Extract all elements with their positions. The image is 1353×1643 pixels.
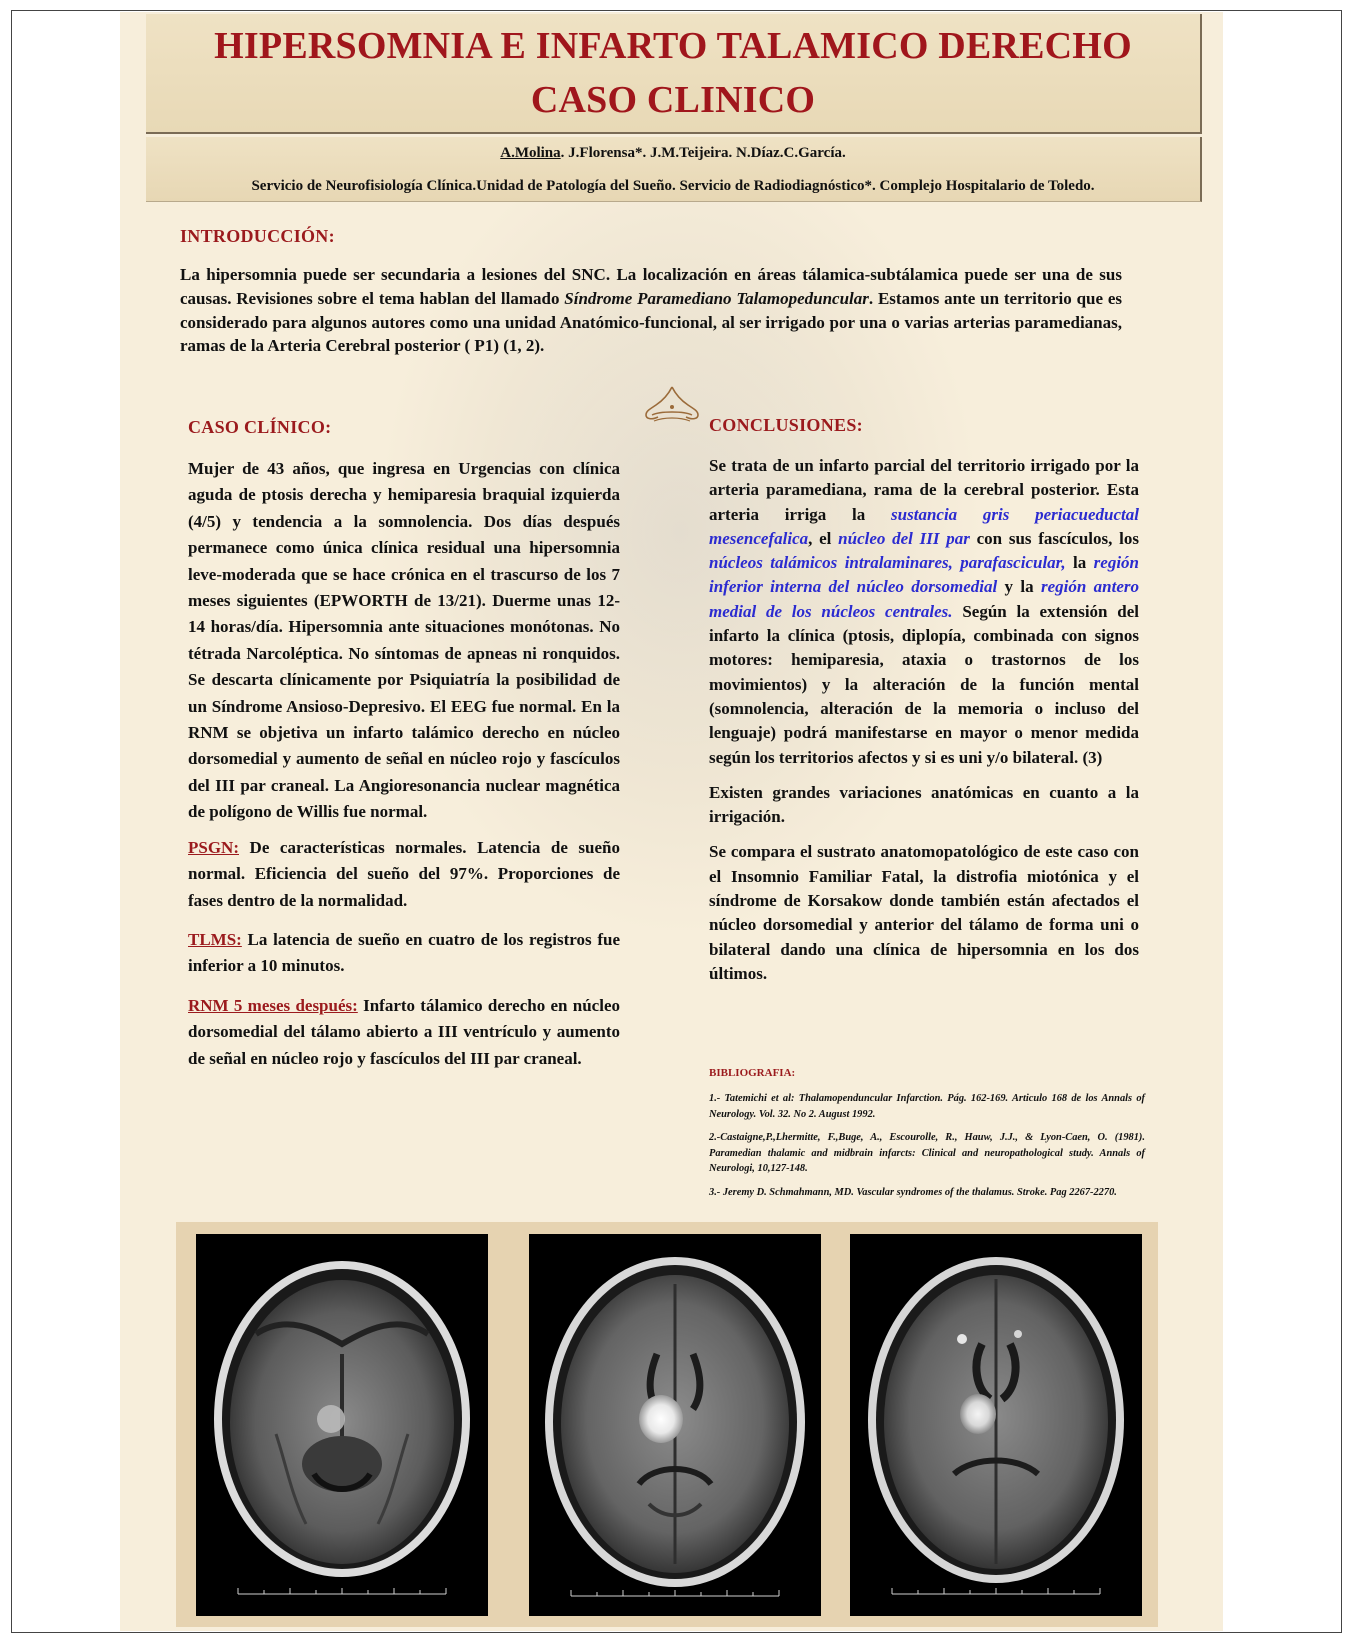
rnm-label: RNM 5 meses después: xyxy=(188,995,358,1015)
psgn-text: De características normales. Latencia de sueño normal. Eficiencia del sueño del 97%. Proporciones de fases dentro de la normalidad. xyxy=(188,837,620,910)
tlms-label: TLMS: xyxy=(188,929,242,949)
conclusiones-p3: Se compara el sustrato anatomopatológico de este caso con el Insomnio Familiar Fatal, la distrofia miotónica y el síndrome de Korsakow donde también están afectados el núcleo dorsomedial y anterior del tálamo de forma uni o bilateral dando una clínica de hipersomnia en los dos últimos. xyxy=(709,842,1139,983)
intro-text-b: . Estamos ante un territorio que es considerado para algunos autores como una unidad Anatómico-funcional, al ser irrigado por una o varias arterias paramedianas, ramas de la Arteria Cerebral posterior ( P1) (1, 2). xyxy=(180,288,1123,356)
psgn-paragraph xyxy=(188,835,620,914)
concl-text-d: con sus fascículos, los xyxy=(969,528,1139,548)
rnm-paragraph xyxy=(188,993,620,1072)
concl-blue-1: sustancia gris periacueductal mesencefalica xyxy=(709,504,1139,548)
mri-axial-slice-icon xyxy=(529,1234,821,1616)
rnm-text: Infarto tálamico derecho en núcleo dorsomedial del tálamo abierto a III ventrículo y aumento de señal en núcleo rojo y fascículos del III par craneal. xyxy=(188,995,620,1068)
conclusiones-heading: CONCLUSIONES: xyxy=(709,415,863,435)
tlms-text: La latencia de sueño en cuatro de los registros fue inferior a 10 minutos. xyxy=(188,929,620,976)
caso-text: Mujer de 43 años, que ingresa en Urgencias con clínica aguda de ptosis derecha y hemiparesia braquial izquierda (4/5) y tendencia a la somnolencia. Dos días después permanece como única clínica residual una hipersomnia leve-moderada que se hace crónica en el trascurso de los 7 meses siguientes (EPWORTH de 13/21). Duerme unas 12-14 horas/día. Hipersomnia ante situaciones monótonas. No tétrada Narcoléptica. No síntomas de apneas ni ronquidos. Se descarta clínicamente por Psiquiatría la posibilidad de un Síndrome Ansioso-Depresivo. El EEG fue normal. En la RNM se objetiva un infarto talámico derecho en núcleo dorsomedial y aumento de señal en núcleo rojo y fascículos del III par craneal. La Angioresonancia nuclear magnética de polígono de Willis fue normal. xyxy=(188,459,620,822)
decorative-ornament-icon xyxy=(642,385,702,425)
concl-blue-3: núcleos talámicos intralaminares, parafascicular, xyxy=(709,553,1066,573)
affiliation: Servicio de Neurofisiología Clínica.Unidad de Patología del Sueño. Servicio de Radiodiagnóstico*. Complejo Hospitalario de Toledo. xyxy=(251,178,1095,194)
intro-text xyxy=(180,263,1122,358)
other-authors: . J.Florensa*. J.M.Teijeira. N.Díaz.C.García. xyxy=(560,145,846,161)
concl-text-c: , el xyxy=(808,528,839,548)
concl-text-e: la xyxy=(1065,553,1094,573)
conclusiones-column xyxy=(709,454,1139,986)
concl-text-g: Según la extensión del infarto la clínica (ptosis, diplopía, combinada con signos motores: hemiparesia, ataxia o trastornos de los movimientos) y la alteración de la función mental (somnolencia, alteración de la memoria o incluso del lenguaje) podrá manifestarse en mayor o menor medida según los territorios afectos y si es uni y/o bilateral. (3) xyxy=(709,601,1139,767)
concl-blue-5: región antero medial de los núcleos centrales. xyxy=(709,577,1139,621)
mri-image-2 xyxy=(529,1234,821,1616)
bibliografia-heading: BIBLIOGRAFIA: xyxy=(709,1067,796,1079)
tlms-paragraph xyxy=(188,927,620,980)
conclusiones-p1 xyxy=(709,454,1139,770)
intro-heading: INTRODUCCIÓN: xyxy=(180,226,335,246)
conclusiones-p2: Existen grandes variaciones anatómicas en cuanto a la irrigación. xyxy=(709,782,1139,827)
mri-axial-slice-icon xyxy=(850,1234,1142,1616)
author-list xyxy=(146,143,1200,163)
reference-3: 3.- Jeremy D. Schmahmann, MD. Vascular syndromes of the thalamus. Stroke. Pag 2267-2270. xyxy=(709,1187,1117,1198)
reference-1: 1.- Tatemichi et al: Thalamopenduncular Infarction. Pág. 162-169. Articulo 168 de los Annals of Neurology. Vol. 32. No 2. August 1992. xyxy=(709,1093,1145,1120)
mri-axial-slice-icon xyxy=(196,1234,488,1616)
psgn-label: PSGN: xyxy=(188,837,239,857)
reference-2: 2.-Castaigne,P.,Lhermitte, F.,Buge, A., Escourolle, R., Hauw, J.J., & Lyon-Caen, O. (1981). Paramedian thalamic and midbrain infarcts: Clinical and neuropathological study. Annals of Neurologi, 10,127-148. xyxy=(709,1132,1145,1174)
intro-text-italic: Síndrome Paramediano Talamopeduncular xyxy=(564,288,869,308)
mri-image-3 xyxy=(850,1234,1142,1616)
title-line-1: HIPERSOMNIA E INFARTO TALAMICO DERECHO xyxy=(214,25,1132,67)
concl-blue-4: región inferior interna del núcleo dorsomedial xyxy=(709,553,1139,597)
authors-banner xyxy=(146,137,1202,202)
title-line-2: CASO CLINICO xyxy=(530,79,816,121)
intro-text-a: La hipersomnia puede ser secundaria a lesiones del SNC. La localización en áreas tálamica-subtálamica puede ser una de sus causas. Revisiones sobre el tema hablan del llamado xyxy=(180,265,1122,308)
concl-blue-2: núcleo del III par xyxy=(838,528,970,548)
mri-image-1 xyxy=(196,1234,488,1616)
caso-heading: CASO CLÍNICO: xyxy=(188,417,332,437)
caso-column xyxy=(188,456,620,1072)
first-author: A.Molina xyxy=(500,145,561,161)
title-banner xyxy=(146,14,1202,134)
concl-text-a: Se trata de un infarto parcial del territorio irrigado por la arteria paramediana, rama de la cerebral posterior. Esta arteria irriga la xyxy=(709,456,1139,524)
concl-text-f: y la xyxy=(997,577,1041,597)
